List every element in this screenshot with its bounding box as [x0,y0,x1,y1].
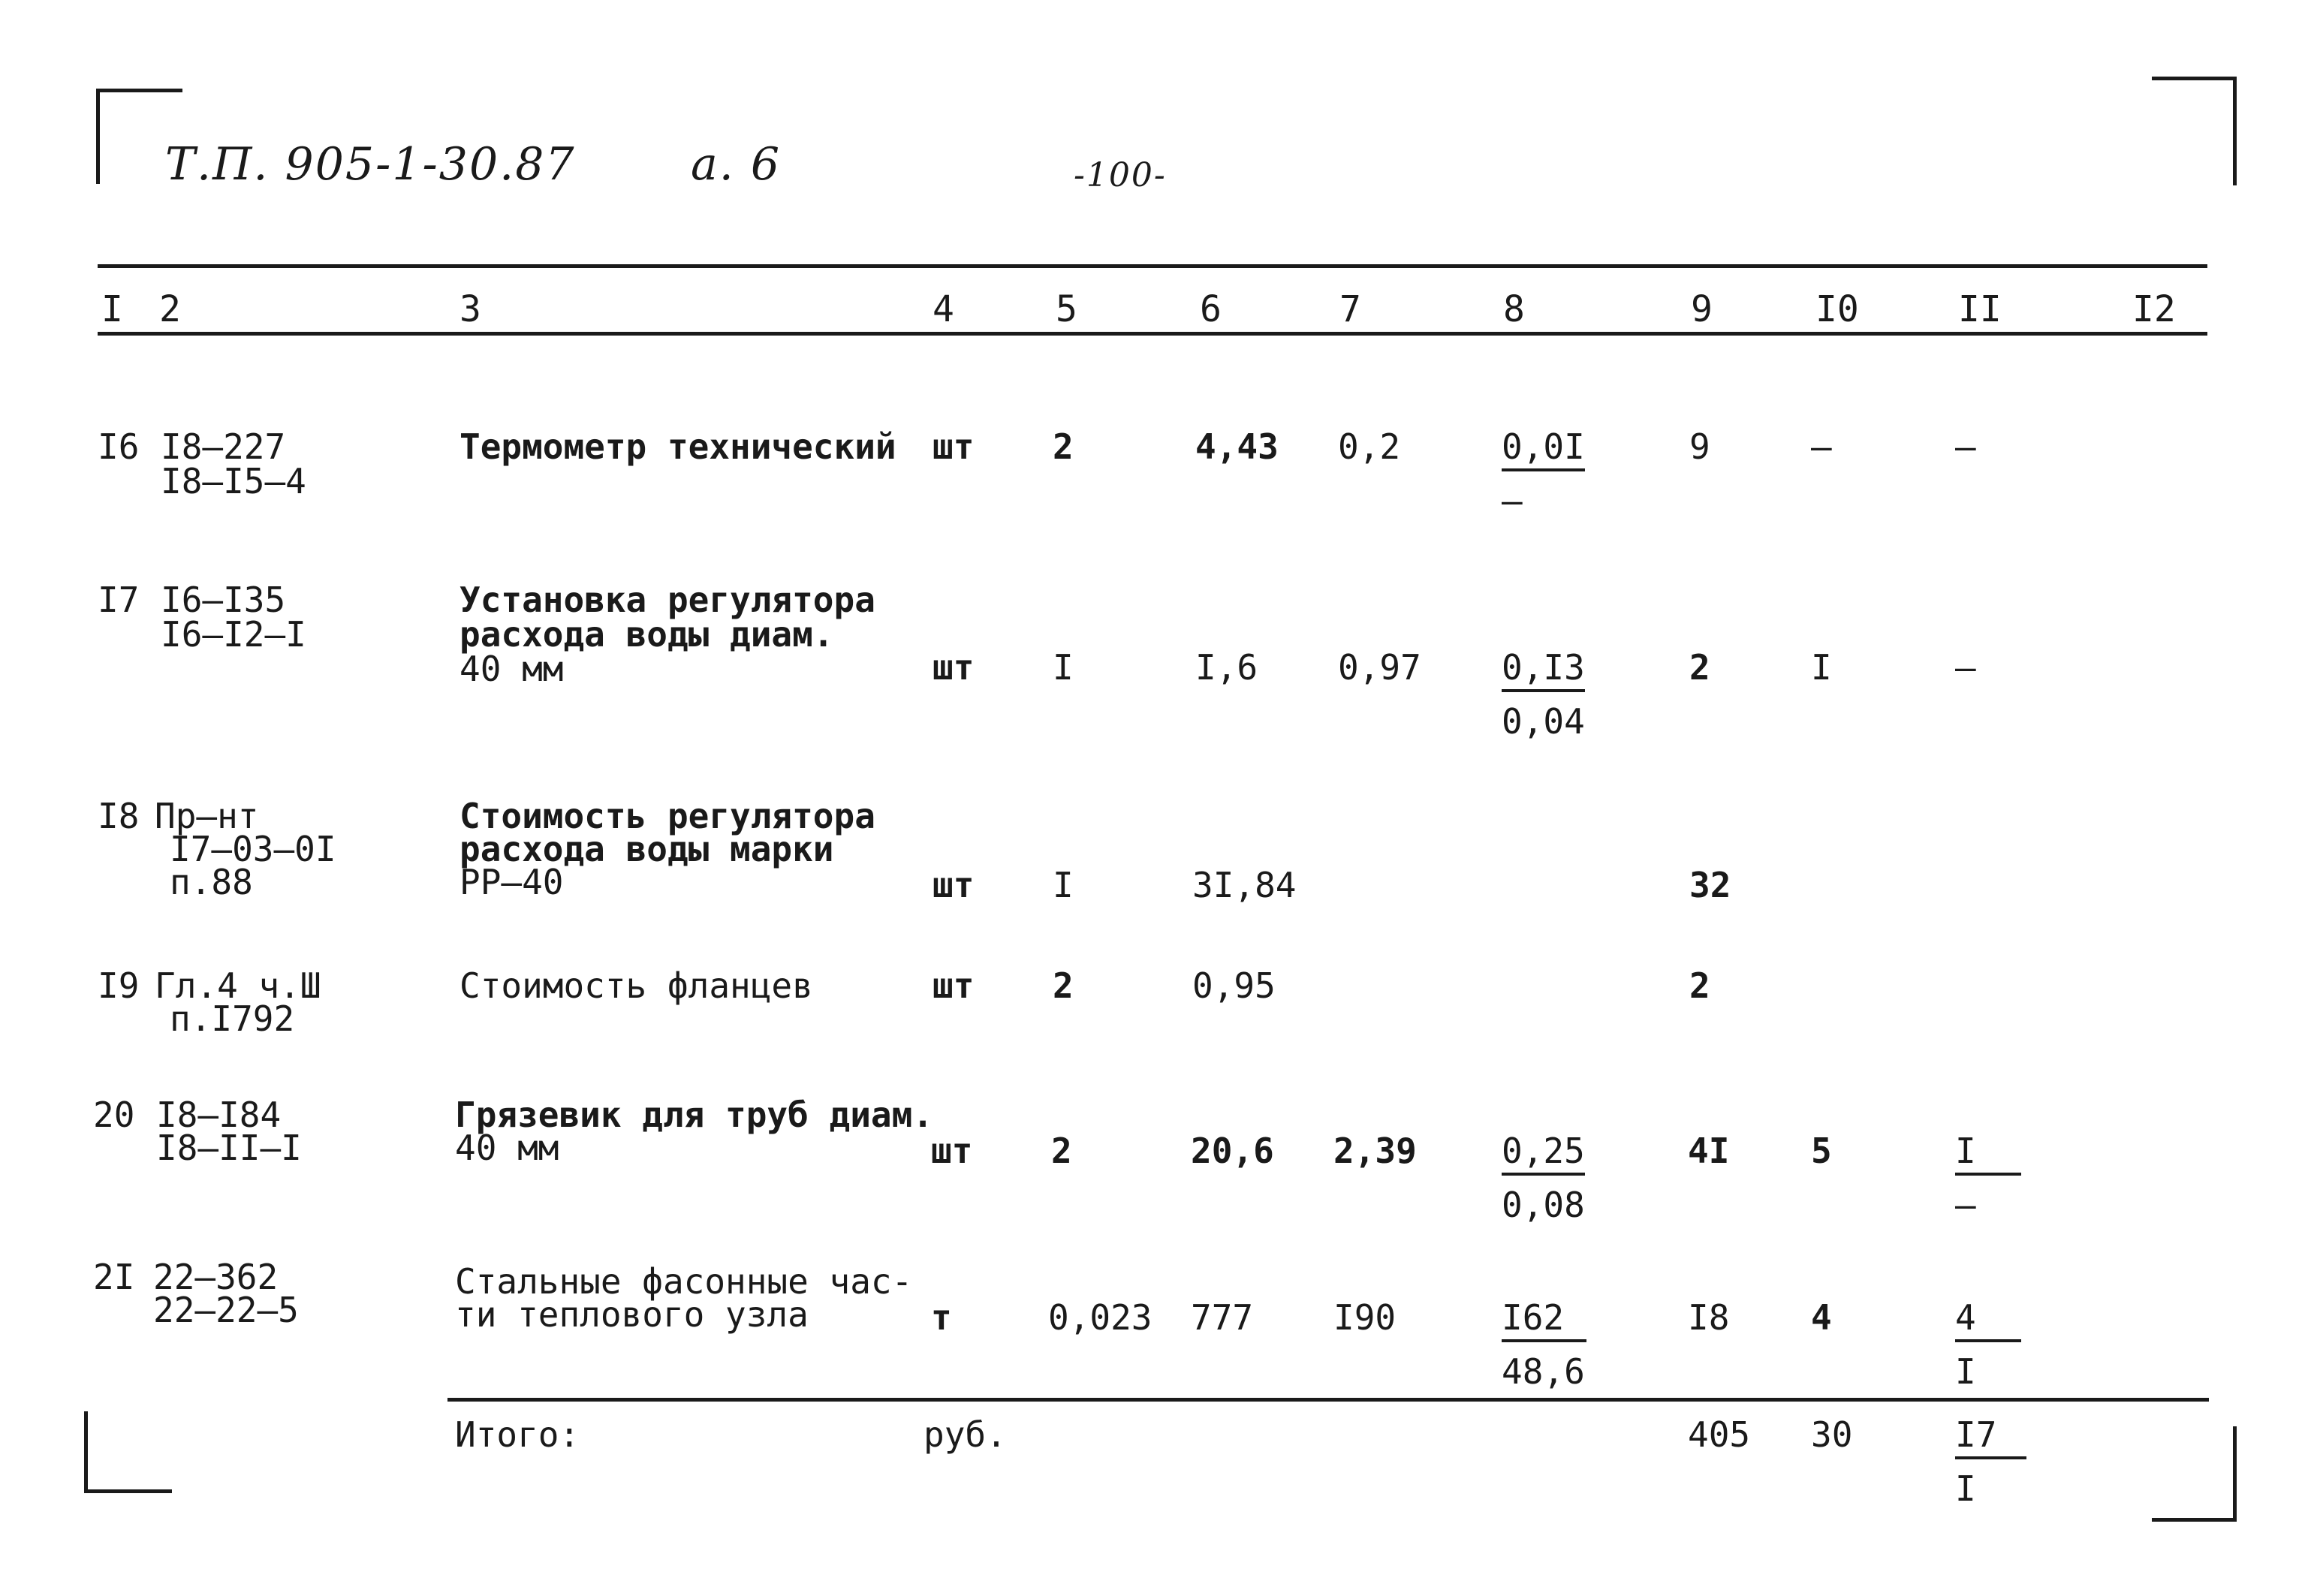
norm-code: 22–362 [153,1257,279,1297]
frame-corner-top-right [2152,77,2237,185]
totals-column-11-fraction [1955,1414,2045,1509]
column-9-value: I8 [1688,1297,1730,1338]
norm-code: п.88 [170,862,253,902]
fraction-numerator: 0,25 [1502,1134,1585,1176]
row-number: I9 [98,965,140,1006]
item-description: Установка регулятора [459,580,875,620]
fraction-denominator: – [1955,1185,1976,1225]
item-description: Грязевик для труб диам. [455,1095,933,1135]
column-10-value: 4 [1811,1297,1832,1338]
quantity: I [1053,865,1074,905]
column-number: 8 [1503,288,1525,330]
column-8-fraction [1502,426,1592,521]
unit-price: 4,43 [1195,426,1279,467]
unit-price: I,6 [1195,647,1258,688]
column-9-value: 9 [1689,426,1710,467]
frame-corner-bottom-right [2152,1426,2237,1522]
column-9-value: 4I [1688,1131,1730,1171]
norm-code: I6–I35 [161,580,286,620]
row-number: I7 [98,580,140,620]
unit: шт [931,1131,973,1171]
fraction-numerator: I62 [1502,1300,1586,1342]
totals-column-9: 405 [1688,1414,1751,1455]
totals-unit: руб. [924,1414,1007,1455]
column-number: 3 [459,288,481,330]
column-9-value: 32 [1689,865,1731,905]
norm-code: I6–I2–I [161,614,306,655]
norm-code: I8–227 [161,426,286,467]
item-description: 40 мм [455,1128,559,1168]
item-description: Стоимость фланцев [459,965,813,1006]
quantity: 2 [1051,1131,1072,1171]
column-8-fraction [1502,1297,1592,1392]
fraction-numerator: 4 [1955,1300,2021,1342]
fraction-denominator: – [1502,480,1523,521]
column-11-fraction [1955,1131,2045,1225]
fraction-denominator: I [1955,1468,1976,1509]
fraction-denominator: 0,08 [1502,1185,1585,1225]
album-reference: а. 6 [691,138,782,191]
quantity: 0,023 [1048,1297,1152,1338]
row-number: 2I [93,1257,135,1297]
column-8-fraction [1502,647,1592,742]
column-10-value: – [1811,426,1832,467]
norm-code: п.I792 [170,998,295,1039]
document-reference: Т.П. 905-1-30.87 [165,138,576,191]
column-7-value: 0,97 [1338,647,1421,688]
quantity: 2 [1053,426,1074,467]
quantity: I [1053,647,1074,688]
item-description: Термометр технический [459,426,896,467]
fraction-numerator: I [1955,1134,2021,1176]
norm-code: I8–I5–4 [161,461,306,501]
row-number: 20 [93,1095,135,1135]
unit: шт [933,647,975,688]
item-description: РР–40 [459,862,564,902]
header-bottom-rule [98,332,2207,336]
column-11-value: – [1955,647,1976,688]
column-9-value: 2 [1689,965,1710,1006]
fraction-denominator: I [1955,1351,1976,1392]
row-number: I8 [98,796,140,836]
unit: шт [933,865,975,905]
column-number: II [1958,288,2002,330]
totals-label: Итого: [455,1414,580,1455]
norm-code: 22–22–5 [153,1290,299,1330]
column-number: I2 [2132,288,2176,330]
column-number: 7 [1339,288,1361,330]
item-description: 40 мм [459,649,564,689]
unit: шт [933,426,975,467]
norm-code: I7–03–0I [170,829,336,869]
fraction-denominator: 0,04 [1502,701,1585,742]
column-number: I0 [1815,288,1859,330]
quantity: 2 [1053,965,1074,1006]
unit: шт [933,965,975,1006]
norm-code: Пр–нт [155,796,259,836]
column-8-fraction [1502,1131,1592,1225]
norm-code: Гл.4 ч.Ш [155,965,321,1006]
item-description: Стоимость регулятора [459,796,875,836]
header-top-rule [98,264,2207,268]
item-description: ти теплового узла [455,1294,809,1335]
column-number: 6 [1200,288,1222,330]
column-7-value: I90 [1333,1297,1397,1338]
fraction-denominator: 48,6 [1502,1351,1585,1392]
unit: т [931,1297,952,1338]
norm-code: I8–II–I [156,1128,302,1168]
fraction-numerator: I7 [1955,1417,2026,1459]
column-9-value: 2 [1689,647,1710,688]
totals-rule [447,1398,2209,1402]
item-description: Стальные фасонные час- [455,1261,913,1302]
unit-price: 3I,84 [1192,865,1297,905]
column-number: 4 [933,288,954,330]
fraction-numerator: 0,0I [1502,429,1585,471]
fraction-numerator: 0,I3 [1502,650,1585,692]
column-7-value: 2,39 [1333,1131,1417,1171]
unit-price: 0,95 [1192,965,1276,1006]
column-number: 5 [1056,288,1077,330]
totals-column-10: 30 [1811,1414,1853,1455]
item-description: расхода воды марки [459,829,834,869]
column-number: 2 [159,288,181,330]
column-7-value: 0,2 [1338,426,1401,467]
column-number: 9 [1691,288,1713,330]
frame-corner-bottom-left [84,1411,172,1493]
column-10-value: I [1811,647,1832,688]
unit-price: 777 [1191,1297,1254,1338]
norm-code: I8–I84 [156,1095,282,1135]
column-11-fraction [1955,1297,2045,1392]
column-11-value: – [1955,426,1976,467]
row-number: I6 [98,426,140,467]
column-number: I [101,288,123,330]
unit-price: 20,6 [1191,1131,1274,1171]
page-number: -100- [1074,156,1167,194]
column-10-value: 5 [1811,1131,1832,1171]
item-description: расхода воды диам. [459,614,834,655]
